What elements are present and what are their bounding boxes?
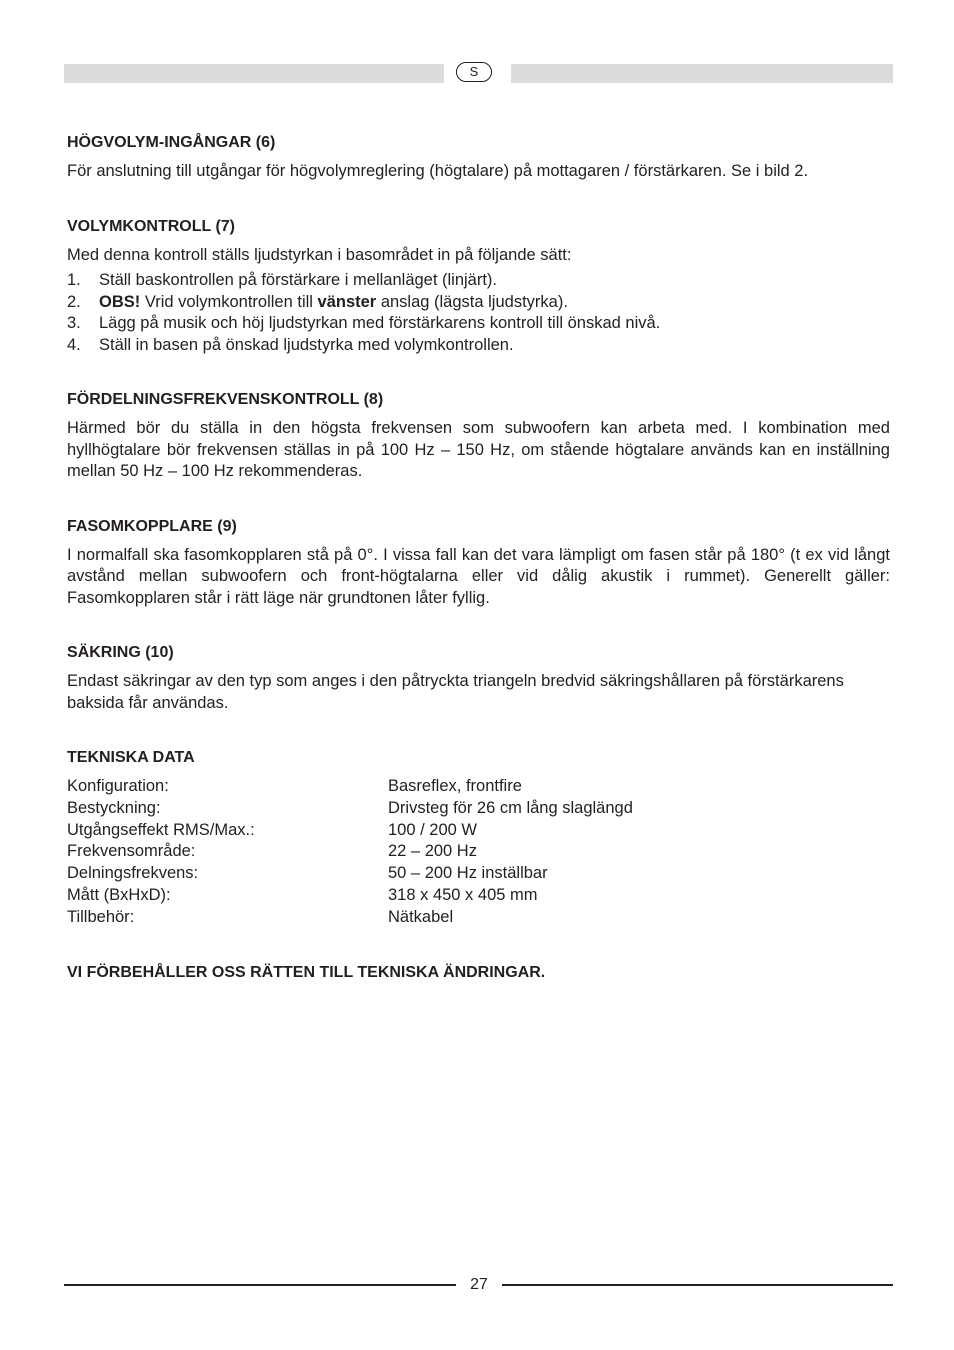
step-text-post: anslag (lägsta ljudstyrka). [376,292,568,311]
step-text-pre: Vrid volymkontrollen till [140,292,318,311]
spec-value: Nätkabel [388,907,454,926]
step-text [99,292,568,314]
section-title: SÄKRING (10) [67,644,174,661]
section-phase [67,516,890,610]
section-tech-data [67,747,890,929]
table-row [67,776,890,798]
section-title: VOLYMKONTROLL (7) [67,217,236,235]
table-row [67,841,890,863]
section-text: För anslutning till utgångar för högvolymreglering (högtalare) på mottagaren / förstärkaren. Se i bild 2. [67,162,809,180]
step-emphasis: vänster [317,292,377,311]
spec-value: 100 / 200 W [388,820,477,839]
section-volume-control [67,216,890,357]
footer-rule-right [502,1284,893,1286]
page-content [67,132,890,984]
table-row [67,820,890,842]
footer-rule-left [64,1284,456,1286]
step-text: Ställ baskontrollen på förstärkare i mellanläget (linjärt). [99,271,498,289]
steps-list [67,270,890,356]
section-title: FÖRDELNINGSFREKVENSKONTROLL (8) [67,391,384,408]
obs-label: OBS! [99,292,141,311]
spec-table [67,776,890,929]
table-row [67,907,890,929]
section-text: Härmed bör du ställa in den högsta frekvensen som subwoofern kan arbeta med. I kombination med hyllhögtalare bör frekvensen ställas in på 100 Hz – 150 Hz, om stående högtalare används kan en inställning mellan 50 Hz – 100 Hz rekommenderas. [67,419,890,480]
list-item [67,313,890,335]
section-title: TEKNISKA DATA [67,749,195,766]
section-crossover [67,389,890,483]
spec-label: Bestyckning: [67,798,161,817]
step-number: 1. [67,271,81,289]
header-bar-left [64,64,444,83]
step-number: 2. [67,292,81,311]
language-badge: S [456,62,492,82]
spec-label: Frekvensområde: [67,842,196,861]
section-text: I normalfall ska fasomkopplaren stå på 0°. I vissa fall kan det vara lämpligt om fasen står på 180° (t ex vid långt avstånd mellan subwoofern och front-högtalarna eller vid dålig akustik i rummet). Generellt gäller: Fasomkopplaren står i rätt läge när grundtonen låter fyllig. [67,545,890,607]
spec-label: Utgångseffekt RMS/Max.: [67,820,255,839]
table-row [67,885,890,907]
page-number: 27 [470,1276,488,1293]
section-title: HÖGVOLYM-INGÅNGAR (6) [67,134,276,151]
spec-value: Drivsteg för 26 cm lång slaglängd [388,798,633,817]
spec-value: 22 – 200 Hz [388,842,477,861]
spec-value: 318 x 450 x 405 mm [388,885,538,904]
table-row [67,798,890,820]
step-text: Ställ in basen på önskad ljudstyrka med volymkontrollen. [99,335,514,354]
step-number: 3. [67,314,81,332]
section-text: Endast säkringar av den typ som anges i den påtryckta triangeln bredvid säkringshållaren på förstärkarens baksida får användas. [67,672,844,712]
section-fuse [67,642,890,714]
spec-label: Mått (BxHxD): [67,885,171,904]
list-item [67,292,890,314]
header-bar-right [511,64,893,83]
section-high-level-inputs [67,132,890,183]
table-row [67,863,890,885]
spec-label: Konfiguration: [67,777,169,795]
spec-label: Delningsfrekvens: [67,864,199,883]
section-intro: Med denna kontroll ställs ljudstyrkan i basområdet in på följande sätt: [67,245,572,264]
disclaimer: VI FÖRBEHÅLLER OSS RÄTTEN TILL TEKNISKA ÄNDRINGAR. [67,963,546,981]
step-number: 4. [67,335,81,354]
spec-value: Basreflex, frontfire [388,777,522,795]
section-title: FASOMKOPPLARE (9) [67,517,237,535]
spec-label: Tillbehör: [67,907,135,926]
list-item [67,335,890,357]
spec-value: 50 – 200 Hz inställbar [388,864,548,883]
step-text: Lägg på musik och höj ljudstyrkan med förstärkarens kontroll till önskad nivå. [99,314,661,332]
list-item [67,270,890,292]
